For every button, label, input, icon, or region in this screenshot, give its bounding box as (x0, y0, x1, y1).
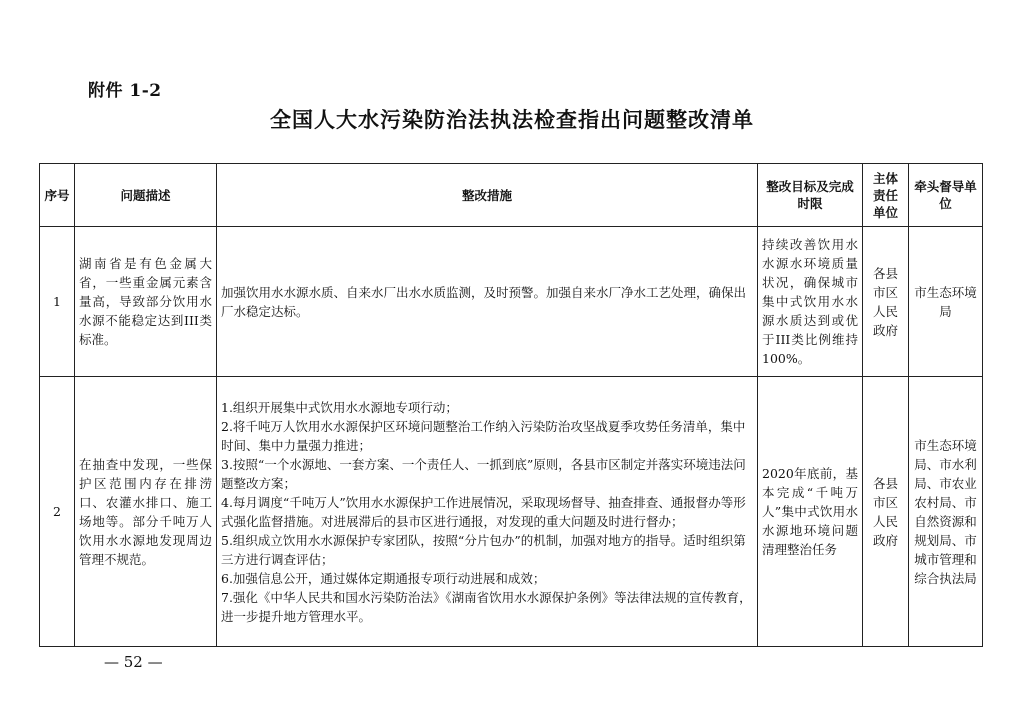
row-responsible: 各县市区人民政府 (863, 227, 909, 377)
row-responsible: 各县市区人民政府 (863, 377, 909, 647)
row-goal: 2020年底前，基本完成“千吨万人”集中式饮用水水源地环境问题清理整治任务 (758, 377, 863, 647)
row-index: 1 (40, 227, 75, 377)
document-title: 全国人大水污染防治法执法检查指出问题整改清单 (270, 107, 754, 132)
row-problem: 在抽查中发现，一些保护区范围内存在排涝口、农灌水排口、施工场地等。部分千吨万人饮用水水源地发现周边管理不规范。 (75, 377, 217, 647)
row-index: 2 (40, 377, 75, 647)
measure-item: 1.组织开展集中式饮用水水源地专项行动； (221, 399, 458, 415)
row-goal: 持续改善饮用水水源水环境质量状况，确保城市集中式饮用水水源水质达到或优于III类比例维持100%。 (758, 227, 863, 377)
table-row (40, 227, 983, 377)
header-responsible: 主体责任单位 (863, 164, 909, 227)
attachment-label: 附件 1-2 (88, 81, 162, 101)
row-supervisor: 市生态环境局 (909, 227, 983, 377)
row-problem: 湖南省是有色金属大省，一些重金属元素含量高，导致部分饮用水水源不能稳定达到III类标准。 (75, 227, 217, 377)
measure-item: 5.组织成立饮用水水源保护专家团队，按照“分片包办”的机制，加强对地方的指导。适时组织第三方进行调查评估； (221, 532, 746, 567)
measure-item: 3.按照“一个水源地、一套方案、一个责任人、一抓到底”原则，各县市区制定并落实环境违法问题整改方案； (221, 456, 746, 491)
measure-item: 4.每月调度“千吨万人”饮用水水源保护工作进展情况，采取现场督导、抽查排查、通报督办等形式强化监督措施。对进展滞后的县市区进行通报，对发现的重大问题及时进行督办； (221, 494, 746, 529)
page-number: — 52 — (104, 653, 163, 671)
row-measures (217, 377, 758, 647)
measure-item: 2.将千吨万人饮用水水源保护区环境问题整治工作纳入污染防治攻坚战夏季攻势任务清单，集中时间、集中力量强力推进； (221, 418, 746, 453)
header-goal: 整改目标及完成时限 (758, 164, 863, 227)
table-header-row (40, 164, 983, 227)
rectification-table (39, 163, 983, 647)
measure-item: 加强饮用水水源水质、自来水厂出水水质监测，及时预警。加强自来水厂净水工艺处理，确保出厂水稳定达标。 (221, 284, 747, 319)
measure-item: 7.强化《中华人民共和国水污染防治法》《湖南省饮用水水源保护条例》等法律法规的宣传教育，进一步提升地方管理水平。 (221, 589, 752, 624)
header-supervisor: 牵头督导单位 (909, 164, 983, 227)
header-measures: 整改措施 (217, 164, 758, 227)
header-index: 序号 (40, 164, 75, 227)
table-row (40, 377, 983, 647)
header-problem: 问题描述 (75, 164, 217, 227)
measure-item: 6.加强信息公开，通过媒体定期通报专项行动进展和成效； (221, 570, 546, 586)
row-supervisor: 市生态环境局、市水利局、市农业农村局、市自然资源和规划局、市城市管理和综合执法局 (909, 377, 983, 647)
row-measures (217, 227, 758, 377)
